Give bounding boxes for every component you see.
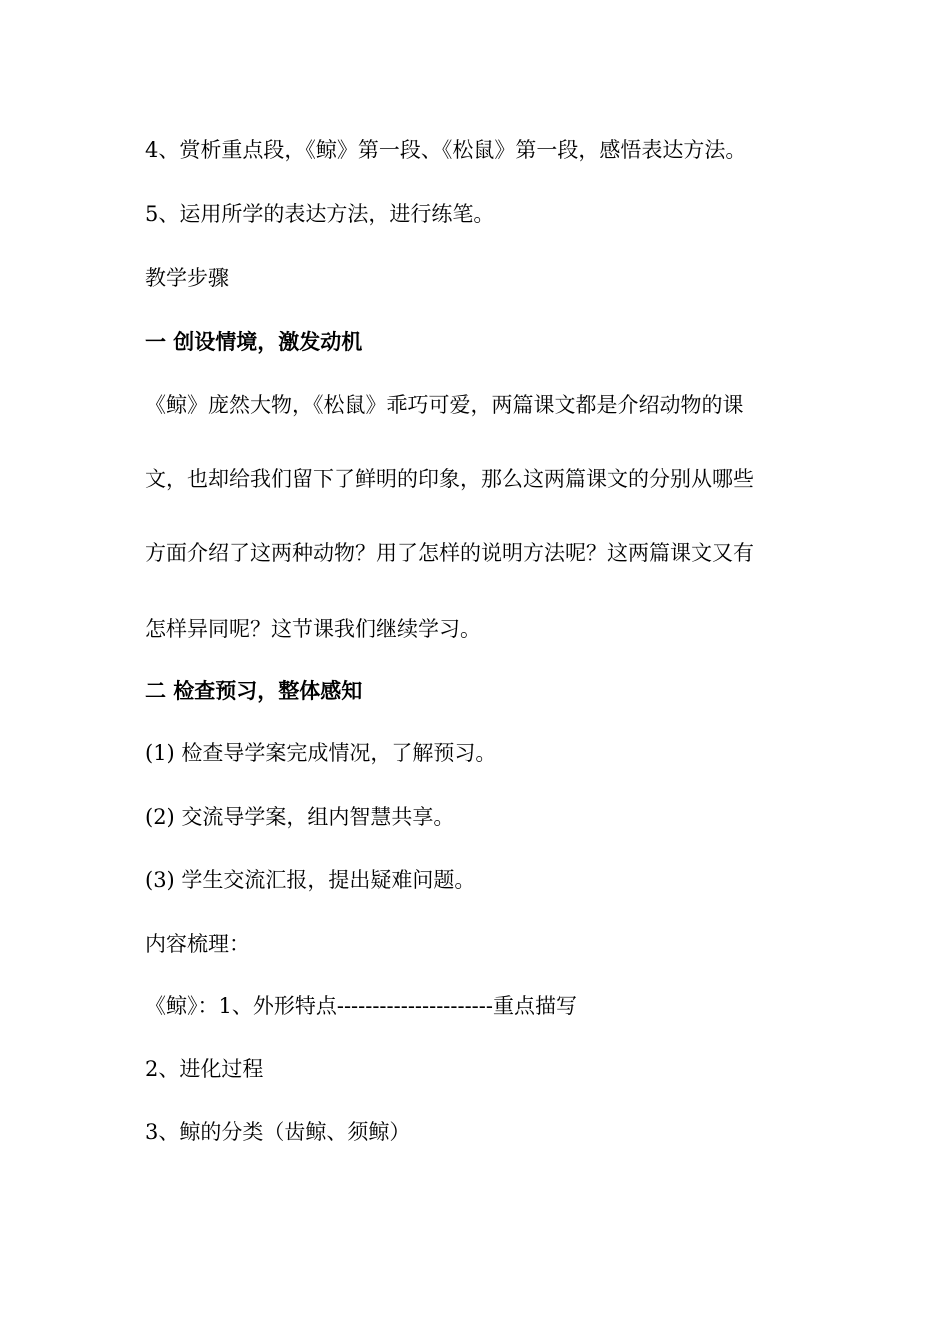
list-item-1: (1) 检查导学案完成情况，了解预习。 [145, 741, 497, 765]
objective-4: 4、赏析重点段，《鲸》第一段、《松鼠》第一段，感悟表达方法。 [145, 138, 747, 162]
paragraph-line-1: 《鲸》庞然大物，《松鼠》乖巧可爱，两篇课文都是介绍动物的课 [145, 393, 744, 417]
content-outline-label: 内容梳理： [145, 932, 250, 956]
section-label-steps: 教学步骤 [145, 266, 229, 290]
heading-step-2: 二 检查预习，整体感知 [145, 679, 363, 703]
paragraph-line-4: 怎样异同呢？这节课我们继续学习。 [145, 617, 481, 641]
list-item-2: (2) 交流导学案，组内智慧共享。 [145, 805, 455, 829]
outline-item-1: 《鲸》：1、外形特点----------------------重点描写 [145, 994, 577, 1018]
objective-5: 5、运用所学的表达方法，进行练笔。 [145, 202, 495, 226]
list-item-3: (3) 学生交流汇报，提出疑难问题。 [145, 868, 476, 892]
heading-step-1: 一 创设情境，激发动机 [145, 330, 363, 354]
outline-item-2: 2、进化过程 [145, 1057, 264, 1081]
paragraph-line-3: 方面介绍了这两种动物？用了怎样的说明方法呢？这两篇课文又有 [145, 541, 754, 565]
outline-item-3: 3、鲸的分类（齿鲸、须鲸） [145, 1120, 411, 1144]
paragraph-line-2: 文，也却给我们留下了鲜明的印象，那么这两篇课文的分别从哪些 [145, 467, 754, 491]
